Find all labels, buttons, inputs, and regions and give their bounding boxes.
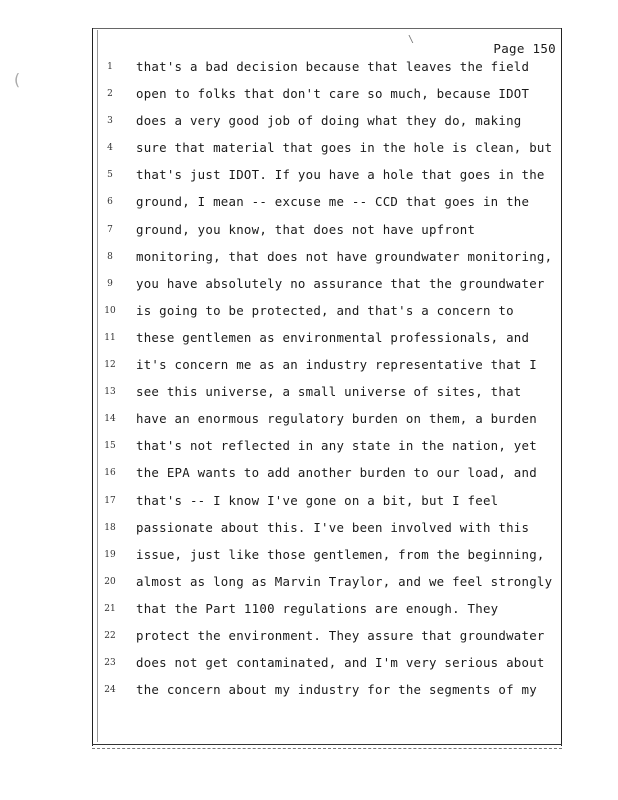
transcript-line [0, 520, 618, 547]
stray-scan-mark: \ [408, 34, 415, 45]
line-text: ground, I mean -- excuse me -- CCD that goes in the [136, 194, 530, 210]
line-text: you have absolutely no assurance that the groundwater [136, 275, 545, 291]
margin-scribble: ( [12, 70, 22, 89]
transcript-line [0, 628, 618, 655]
line-text: open to folks that don't care so much, because IDOT [136, 86, 530, 102]
line-number: 5 [107, 170, 113, 181]
line-number: 3 [107, 116, 113, 127]
transcript-line [0, 167, 618, 194]
line-text: ground, you know, that does not have upfront [136, 221, 476, 237]
line-number: 23 [104, 658, 116, 669]
transcript-line [0, 113, 618, 140]
page-frame-bottom-scan-line [92, 748, 562, 749]
line-text: that's a bad decision because that leaves the field [136, 59, 530, 74]
line-number: 2 [107, 89, 113, 100]
transcript-line [0, 655, 618, 682]
line-number: 16 [104, 468, 116, 479]
line-text: passionate about this. I've been involved with this [136, 519, 530, 535]
transcript-line [0, 574, 618, 601]
line-number: 20 [104, 576, 116, 587]
line-text: that's -- I know I've gone on a bit, but I feel [136, 492, 499, 508]
transcript-line [0, 249, 618, 276]
line-number: 1 [107, 62, 113, 72]
line-number: 6 [107, 197, 113, 208]
transcript-line [0, 601, 618, 628]
line-number: 9 [107, 278, 113, 289]
page-number: Page 150 [493, 41, 556, 56]
transcript-line [0, 493, 618, 520]
line-text: is going to be protected, and that's a concern to [136, 302, 514, 318]
transcript-line [0, 140, 618, 167]
line-text: that's not reflected in any state in the nation, yet [136, 438, 537, 454]
line-text: does not get contaminated, and I'm very serious about [136, 655, 545, 671]
transcript-line [0, 465, 618, 492]
transcript-line [0, 194, 618, 221]
line-text: protect the environment. They assure that groundwater [136, 627, 545, 643]
line-text: that's just IDOT. If you have a hole that goes in the [136, 167, 545, 183]
line-text: these gentlemen as environmental professionals, and [136, 329, 530, 345]
line-number: 12 [104, 360, 116, 371]
line-text: that the Part 1100 regulations are enough. They [136, 600, 499, 616]
line-text: the concern about my industry for the segments of my [136, 682, 537, 698]
transcript-line [0, 384, 618, 411]
line-number: 13 [104, 387, 116, 398]
transcript-line [0, 86, 618, 113]
line-number: 4 [107, 143, 113, 154]
line-number: 15 [104, 441, 116, 452]
line-text: does a very good job of doing what they do, making [136, 113, 522, 129]
line-number: 18 [104, 522, 116, 533]
line-text: the EPA wants to add another burden to our load, and [136, 465, 537, 481]
line-text: have an enormous regulatory burden on them, a burden [136, 411, 537, 427]
line-number: 24 [104, 685, 116, 696]
line-number: 11 [104, 332, 116, 343]
line-text: almost as long as Marvin Traylor, and we feel strongly [136, 573, 553, 589]
transcript-line [0, 59, 618, 86]
line-text: see this universe, a small universe of sites, that [136, 384, 522, 400]
line-number: 22 [104, 630, 116, 641]
line-number: 14 [104, 414, 116, 425]
transcript-line [0, 330, 618, 357]
transcript-line [0, 438, 618, 465]
transcript-line [0, 411, 618, 438]
transcript-line [0, 222, 618, 249]
line-number: 17 [104, 495, 116, 506]
transcript-line [0, 276, 618, 303]
page-frame-bottom-border [92, 744, 562, 745]
transcript-line [0, 682, 618, 709]
line-text: issue, just like those gentlemen, from the beginning, [136, 546, 545, 562]
line-text: sure that material that goes in the hole is clean, but [136, 140, 553, 156]
transcript-line [0, 357, 618, 384]
line-number: 10 [104, 305, 116, 316]
transcript-line [0, 303, 618, 330]
line-number: 8 [107, 251, 113, 262]
transcript-body [0, 59, 618, 709]
line-text: it's concern me as an industry representative that I [136, 357, 537, 373]
line-number: 19 [104, 549, 116, 560]
line-text: monitoring, that does not have groundwater monitoring, [136, 248, 553, 264]
transcript-line [0, 547, 618, 574]
line-number: 7 [107, 224, 113, 235]
line-number: 21 [104, 603, 116, 614]
